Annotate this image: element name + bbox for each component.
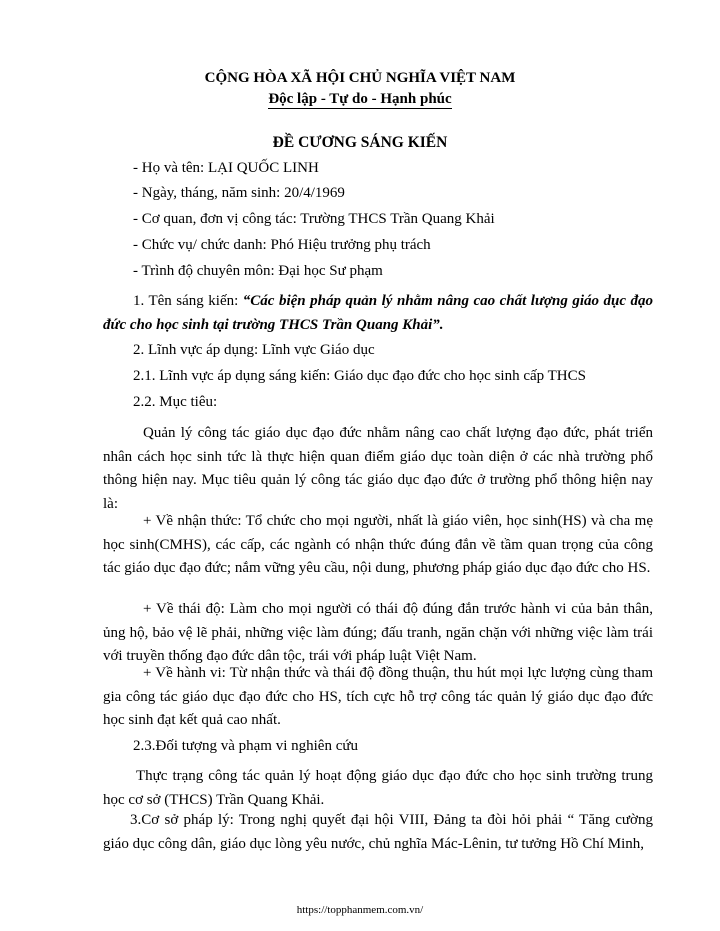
info-dob: - Ngày, tháng, năm sinh: 20/4/1969 — [133, 185, 345, 201]
info-position: - Chức vụ/ chức danh: Phó Hiệu trưởng phụ trách — [133, 237, 431, 253]
paragraph-legal-basis: 3.Cơ sở pháp lý: Trong nghị quyết đại hội VIII, Đảng ta đòi hỏi phải “ Tăng cường giáo dục công dân, giáo dục lòng yêu nước, chủ nghĩa Mác-Lênin, tư tưởng Hồ Chí Minh, — [103, 812, 653, 852]
document-title: ĐỀ CƯƠNG SÁNG KIẾN — [272, 134, 448, 151]
motto-heading — [0, 91, 720, 108]
section-2-1: 2.1. Lĩnh vực áp dụng sáng kiến: Giáo dục đạo đức cho học sinh cấp THCS — [133, 368, 586, 384]
section-2-2: 2.2. Mục tiêu: — [133, 394, 218, 410]
paragraph-attitude: + Về thái độ: Làm cho mọi người có thái độ đúng đắn trước hành vi của bản thân, ủng hộ, bảo vệ lẽ phải, những việc làm đúng; đấu tranh, ngăn chặn với những việc làm trái với truyền thống đạo đức dân tộc, trái với pháp luật Việt Nam. — [103, 601, 653, 665]
initiative-title: “Các biện pháp quản lý nhằm nâng cao chất lượng giáo dục đạo đức cho học sinh tại trường THCS Trần Quang Khải”. — [103, 293, 653, 333]
info-name: - Họ và tên: LẠI QUỐC LINH — [133, 160, 319, 176]
paragraph-behavior: + Về hành vi: Từ nhận thức và thái độ đồng thuận, thu hút mọi lực lượng cùng tham gia công tác giáo dục đạo đức cho HS, tích cực hỗ trợ công tác quản lý giáo dục đạo đức học sinh đạt kết quả cao nhất. — [103, 665, 653, 729]
section-2-field: 2. Lĩnh vực áp dụng: Lĩnh vực Giáo dục — [133, 342, 375, 358]
info-workplace: - Cơ quan, đơn vị công tác: Trường THCS Trần Quang Khải — [133, 211, 495, 227]
nation-heading: CỘNG HÒA XÃ HỘI CHỦ NGHĨA VIỆT NAM — [204, 70, 516, 86]
section-2-3: 2.3.Đối tượng và phạm vi nghiên cứu — [133, 738, 358, 754]
paragraph-goal: Quản lý công tác giáo dục đạo đức nhằm nâng cao chất lượng đạo đức, phát triển nhân cách học sinh tức là thực hiện quan điểm giáo dục toàn diện ở các nhà trường phổ thông hiện nay. Mục tiêu quản lý công tác giáo dục đạo đức ở trường phổ thông hiện nay là: — [103, 425, 653, 512]
footer-url: https://topphanmem.com.vn/ — [296, 904, 424, 916]
info-qualification: - Trình độ chuyên môn: Đại học Sư phạm — [133, 263, 383, 279]
motto-text: Độc lập - Tự do - Hạnh phúc — [268, 91, 452, 107]
section-1-initiative-name: 1. Tên sáng kiến: “Các biện pháp quản lý nhằm nâng cao chất lượng giáo dục đạo đức cho học sinh tại trường THCS Trần Quang Khải”. — [103, 293, 653, 333]
paragraph-awareness: + Về nhận thức: Tổ chức cho mọi người, nhất là giáo viên, học sinh(HS) và cha mẹ học sinh(CMHS), các cấp, các ngành có nhận thức đúng đắn về tầm quan trọng của công tác giáo dục đạo đức; nắm vững yêu cầu, nội dung, phương pháp giáo dục đạo đức cho HS. — [103, 513, 653, 577]
paragraph-subject: Thực trạng công tác quản lý hoạt động giáo dục đạo đức cho học sinh trường trung học cơ sở (THCS) Trần Quang Khải. — [103, 768, 653, 808]
